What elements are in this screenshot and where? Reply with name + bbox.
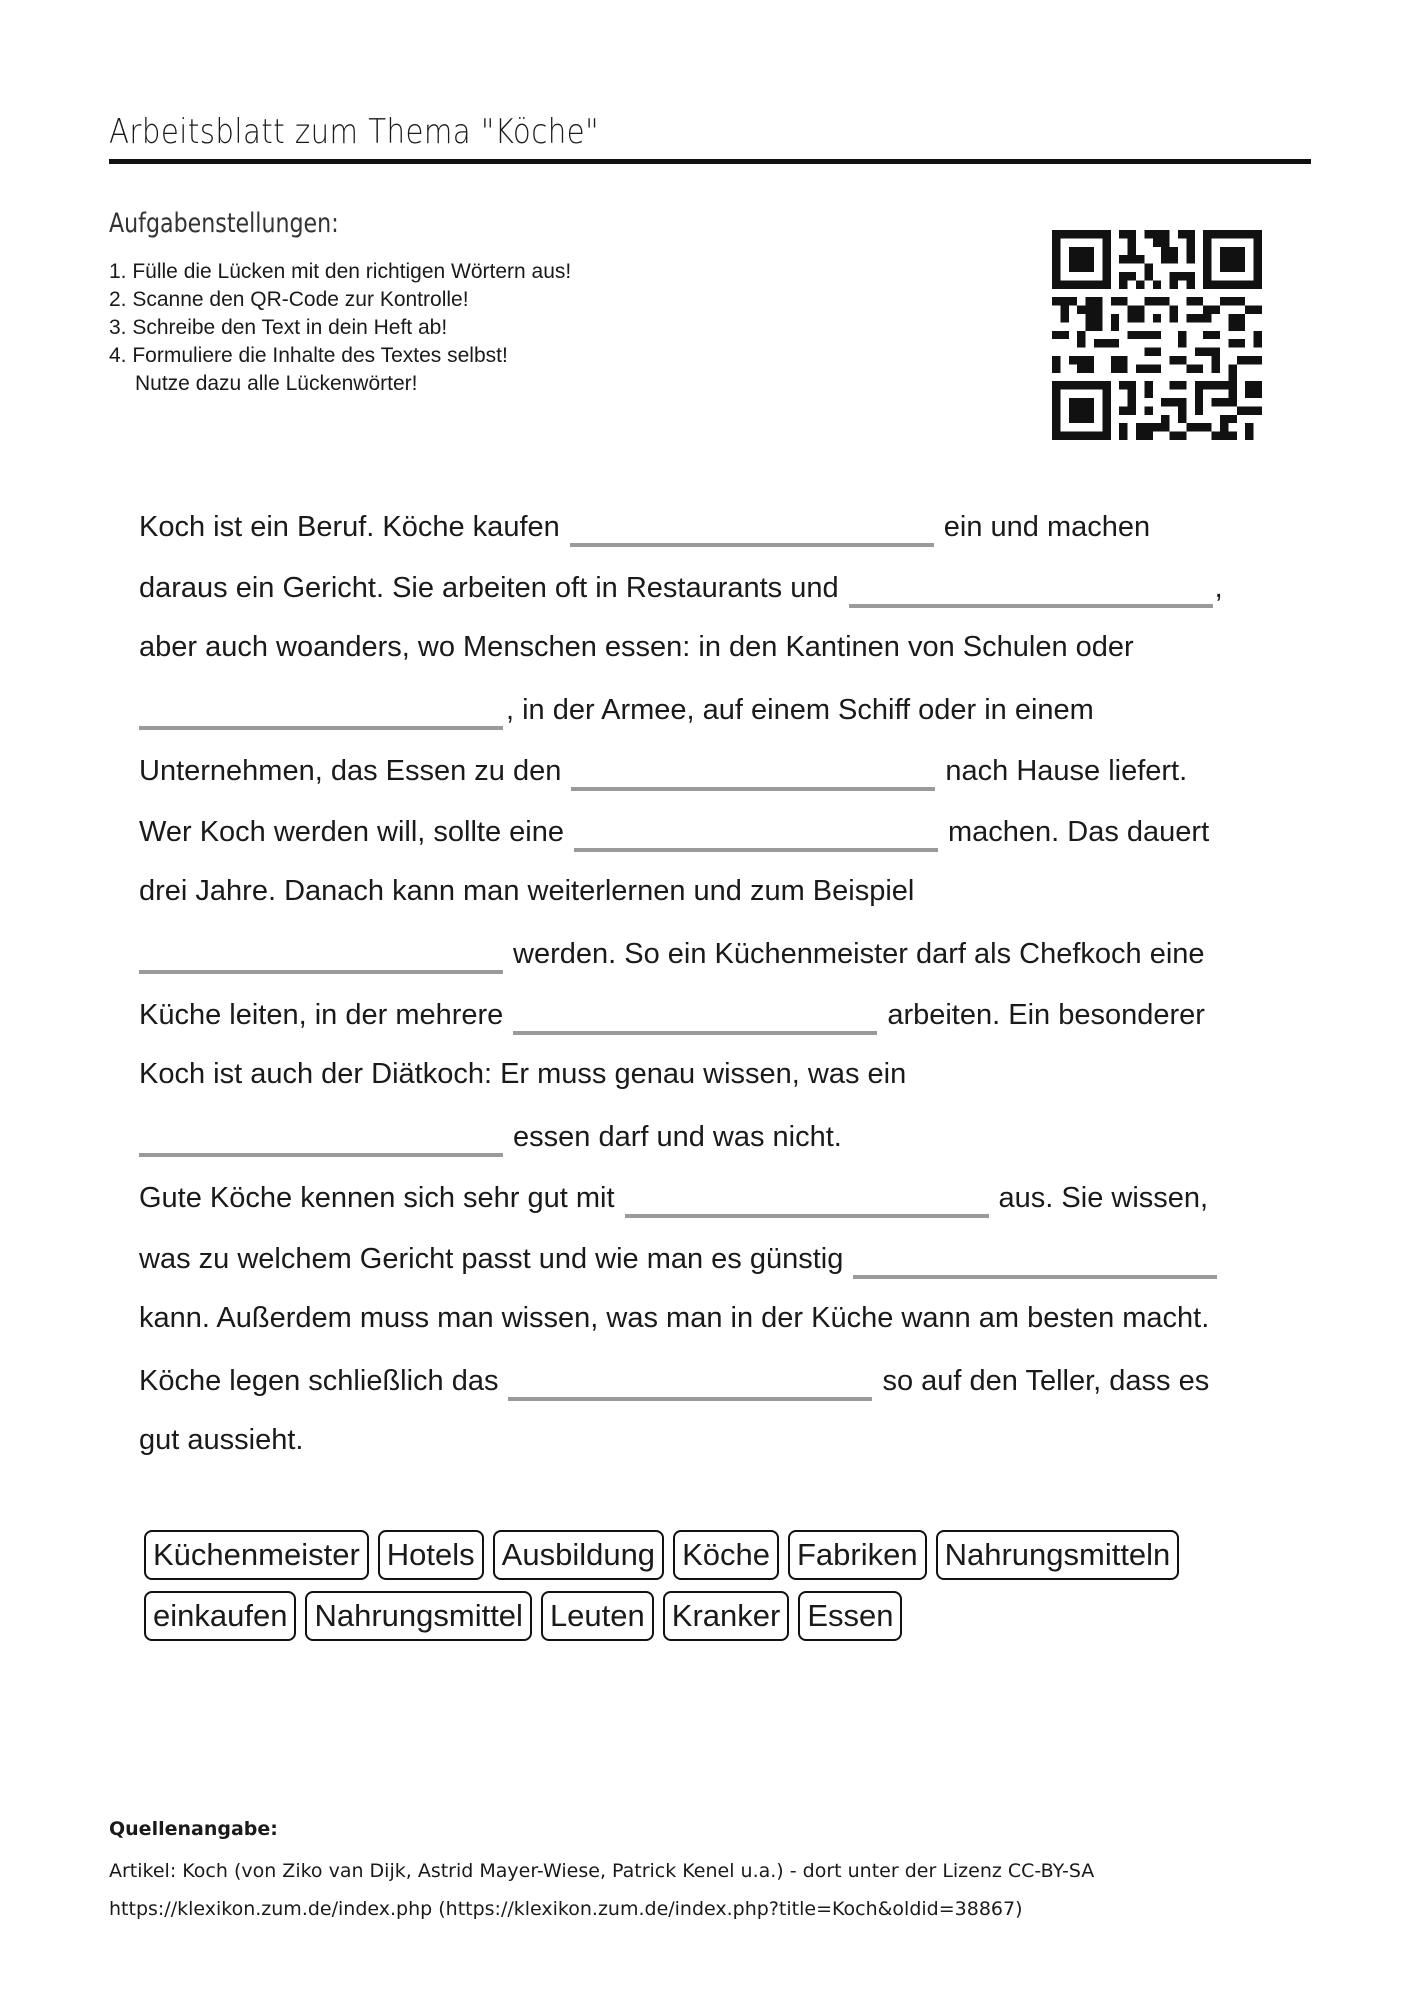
word-chip[interactable]: Essen	[798, 1591, 902, 1641]
cloze-line	[139, 566, 1289, 627]
text-segment: Wer Koch werden will, sollte eine	[139, 816, 564, 848]
task-item: 1. Fülle die Lücken mit den richtigen Wörtern aus!	[109, 260, 572, 283]
cloze-line	[139, 871, 1289, 932]
blank-field[interactable]	[570, 505, 934, 547]
title-divider	[109, 159, 1311, 164]
page-title: Arbeitsblatt zum Thema "Köche"	[109, 112, 599, 152]
text-segment: Gute Köche kennen sich sehr gut mit	[139, 1182, 615, 1214]
word-chip[interactable]: Fabriken	[788, 1530, 927, 1580]
cloze-line	[139, 810, 1289, 871]
word-chip[interactable]: einkaufen	[144, 1591, 296, 1641]
cloze-line	[139, 688, 1289, 749]
blank-field[interactable]	[625, 1176, 989, 1218]
word-chip[interactable]: Nahrungsmittel	[305, 1591, 531, 1641]
cloze-line	[139, 1115, 1289, 1176]
blank-field[interactable]	[139, 932, 503, 974]
word-bank	[144, 1530, 1304, 1652]
blank-field[interactable]	[849, 566, 1213, 608]
source-heading: Quellenangabe:	[109, 1818, 278, 1840]
word-chip[interactable]: Köche	[673, 1530, 779, 1580]
word-chip[interactable]: Leuten	[541, 1591, 654, 1641]
blank-field[interactable]	[571, 749, 935, 791]
task-item: 3. Schreibe den Text in dein Heft ab!	[109, 316, 448, 339]
word-bank-row	[144, 1530, 1304, 1591]
text-segment: Küche leiten, in der mehrere	[139, 999, 504, 1031]
source-article: Artikel: Koch (von Ziko van Dijk, Astrid Mayer-Wiese, Patrick Kenel u.a.) - dort unter der Lizenz CC-BY-SA	[109, 1860, 1095, 1882]
source-section	[109, 1818, 1094, 1928]
blank-field[interactable]	[513, 993, 877, 1035]
text-segment: nach Hause liefert.	[945, 755, 1188, 787]
cloze-line	[139, 993, 1289, 1054]
word-chip[interactable]: Küchenmeister	[144, 1530, 369, 1580]
text-segment: kann. Außerdem muss man wissen, was man in der Küche wann am besten macht.	[139, 1302, 1210, 1334]
word-bank-row	[144, 1591, 1304, 1652]
text-segment: Koch ist ein Beruf. Köche kaufen	[139, 511, 560, 543]
cloze-text	[139, 505, 1289, 1481]
word-chip[interactable]: Nahrungsmitteln	[936, 1530, 1180, 1580]
word-chip[interactable]: Hotels	[378, 1530, 484, 1580]
blank-field[interactable]	[508, 1359, 872, 1401]
task-list	[109, 258, 571, 398]
cloze-line	[139, 1359, 1289, 1420]
text-segment: aus. Sie wissen,	[998, 1182, 1209, 1214]
cloze-line	[139, 749, 1289, 810]
text-segment: ein und machen	[943, 511, 1151, 543]
task-item: 4. Formuliere die Inhalte des Textes selbst!	[109, 344, 508, 367]
text-segment: aber auch woanders, wo Menschen essen: in den Kantinen von Schulen oder	[139, 631, 1134, 663]
blank-field[interactable]	[139, 1115, 503, 1157]
tasks-heading: Aufgabenstellungen:	[109, 208, 339, 239]
cloze-line	[139, 1420, 1289, 1481]
word-chip[interactable]: Kranker	[663, 1591, 790, 1641]
blank-field[interactable]	[139, 688, 503, 730]
cloze-line	[139, 627, 1289, 688]
blank-field[interactable]	[853, 1237, 1217, 1279]
text-segment: drei Jahre. Danach kann man weiterlernen und zum Beispiel	[139, 875, 915, 907]
cloze-line	[139, 1237, 1289, 1298]
text-segment: so auf den Teller, dass es	[882, 1365, 1210, 1397]
text-segment: Koch ist auch der Diätkoch: Er muss genau wissen, was ein	[139, 1058, 907, 1090]
text-segment: machen. Das dauert	[948, 816, 1210, 848]
text-segment: werden. So ein Küchenmeister darf als Chefkoch eine	[513, 938, 1205, 970]
blank-field[interactable]	[574, 810, 938, 852]
cloze-line	[139, 1176, 1289, 1237]
task-note: Nutze dazu alle Lückenwörter!	[135, 372, 418, 395]
source-url[interactable]: https://klexikon.zum.de/index.php (https://klexikon.zum.de/index.php?title=Koch&oldid=38867)	[109, 1898, 1023, 1920]
cloze-line	[139, 505, 1289, 566]
text-segment: Unternehmen, das Essen zu den	[139, 755, 562, 787]
text-segment: , in der Armee, auf einem Schiff oder in einem	[506, 694, 1094, 726]
text-segment: gut aussieht.	[139, 1424, 304, 1456]
text-segment: ,	[1214, 572, 1223, 604]
cloze-line	[139, 932, 1289, 993]
qr-code-icon[interactable]	[1052, 230, 1262, 440]
text-segment: essen darf und was nicht.	[513, 1121, 842, 1153]
word-chip[interactable]: Ausbildung	[493, 1530, 664, 1580]
cloze-line	[139, 1054, 1289, 1115]
text-segment: was zu welchem Gericht passt und wie man es günstig	[139, 1243, 844, 1275]
text-segment: daraus ein Gericht. Sie arbeiten oft in Restaurants und	[139, 572, 839, 604]
text-segment: Köche legen schließlich das	[139, 1365, 499, 1397]
cloze-line	[139, 1298, 1289, 1359]
text-segment: arbeiten. Ein besonderer	[887, 999, 1205, 1031]
task-item: 2. Scanne den QR-Code zur Kontrolle!	[109, 288, 469, 311]
